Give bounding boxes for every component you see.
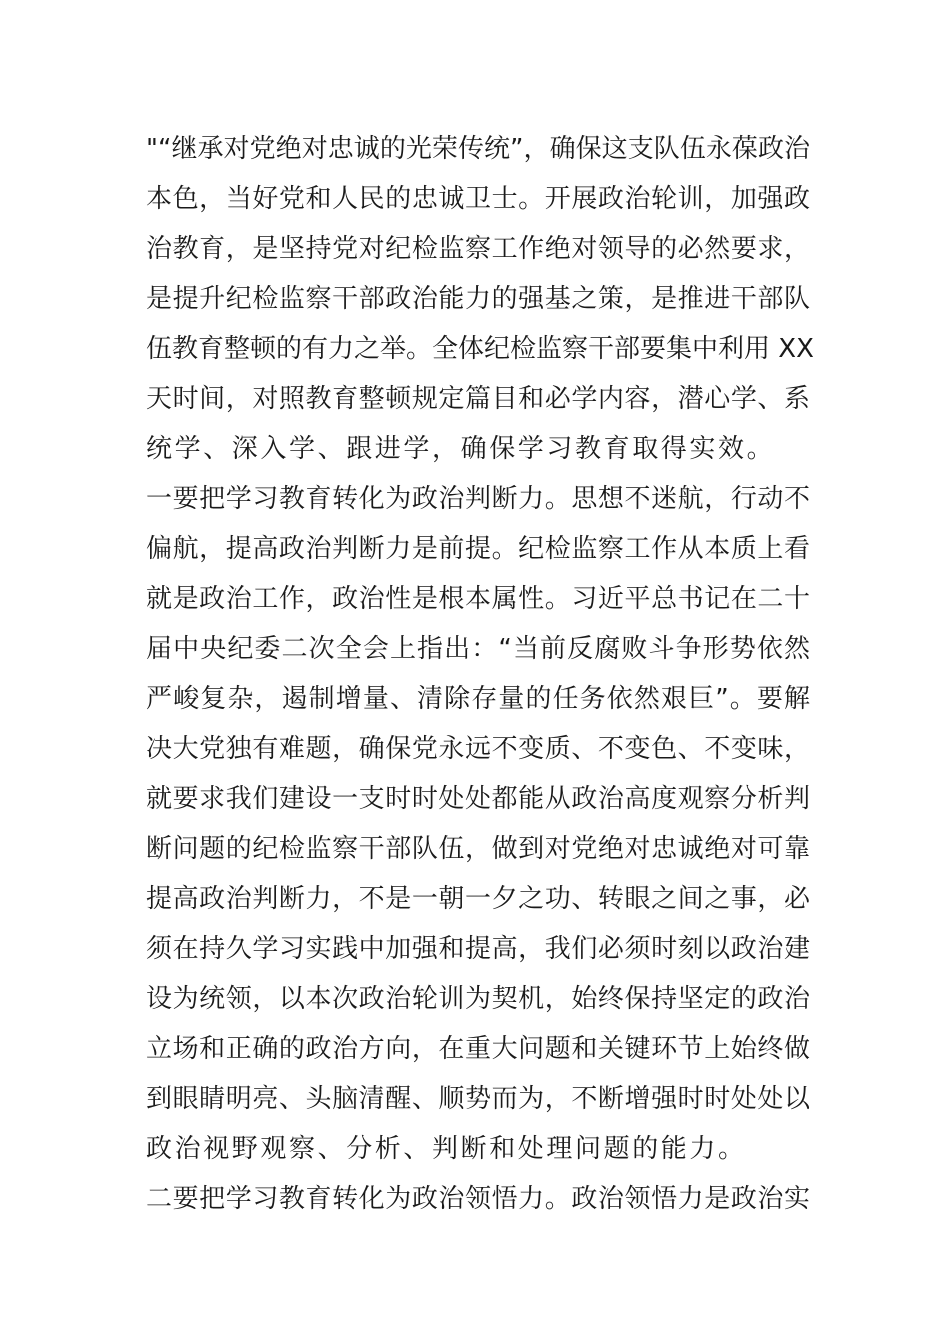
text-line: 政治视野观察、分析、判断和处理问题的能力。 bbox=[146, 1134, 747, 1164]
text-line: 到眼睛明亮、头脑清醒、顺势而为，不断增强时时处处以 bbox=[146, 1084, 810, 1114]
text-line: 是提升纪检监察干部政治能力的强基之策，是推进干部队 bbox=[146, 284, 810, 314]
text-line: 偏航，提高政治判断力是前提。纪检监察工作从本质上看 bbox=[146, 534, 810, 564]
text-line: 届中央纪委二次全会上指出：“当前反腐败斗争形势依然 bbox=[146, 634, 810, 664]
text-line: 伍教育整顿的有力之举。全体纪检监察干部要集中利用 XX bbox=[146, 334, 814, 364]
text-line: 须在持久学习实践中加强和提高，我们必须时刻以政治建 bbox=[146, 934, 810, 964]
text-line: "“继承对党绝对忠诚的光荣传统”，确保这支队伍永葆政治 bbox=[146, 134, 810, 164]
text-line: 就是政治工作，政治性是根本属性。习近平总书记在二十 bbox=[146, 584, 810, 614]
text-line: 断问题的纪检监察干部队伍，做到对党绝对忠诚绝对可靠 bbox=[146, 834, 810, 864]
text-line: 统学、深入学、跟进学，确保学习教育取得实效。 bbox=[146, 434, 776, 464]
text-line: 天时间，对照教育整顿规定篇目和必学内容，潜心学、系 bbox=[146, 384, 810, 414]
text-line: 二要把学习教育转化为政治领悟力。政治领悟力是政治实 bbox=[146, 1184, 810, 1214]
text-line: 一要把学习教育转化为政治判断力。思想不迷航，行动不 bbox=[146, 484, 810, 514]
text-line: 严峻复杂，遏制增量、清除存量的任务依然艰巨”。要解 bbox=[146, 684, 810, 714]
text-line: 提高政治判断力，不是一朝一夕之功、转眼之间之事，必 bbox=[146, 884, 810, 914]
text-line: 治教育，是坚持党对纪检监察工作绝对领导的必然要求， bbox=[146, 234, 810, 264]
text-line: 决大党独有难题，确保党永远不变质、不变色、不变味， bbox=[146, 734, 810, 764]
text-line: 立场和正确的政治方向，在重大问题和关键环节上始终做 bbox=[146, 1034, 810, 1064]
text-line: 设为统领，以本次政治轮训为契机，始终保持坚定的政治 bbox=[146, 984, 810, 1014]
text-line: 本色，当好党和人民的忠诚卫士。开展政治轮训，加强政 bbox=[146, 184, 810, 214]
text-line: 就要求我们建设一支时时处处都能从政治高度观察分析判 bbox=[146, 784, 810, 814]
